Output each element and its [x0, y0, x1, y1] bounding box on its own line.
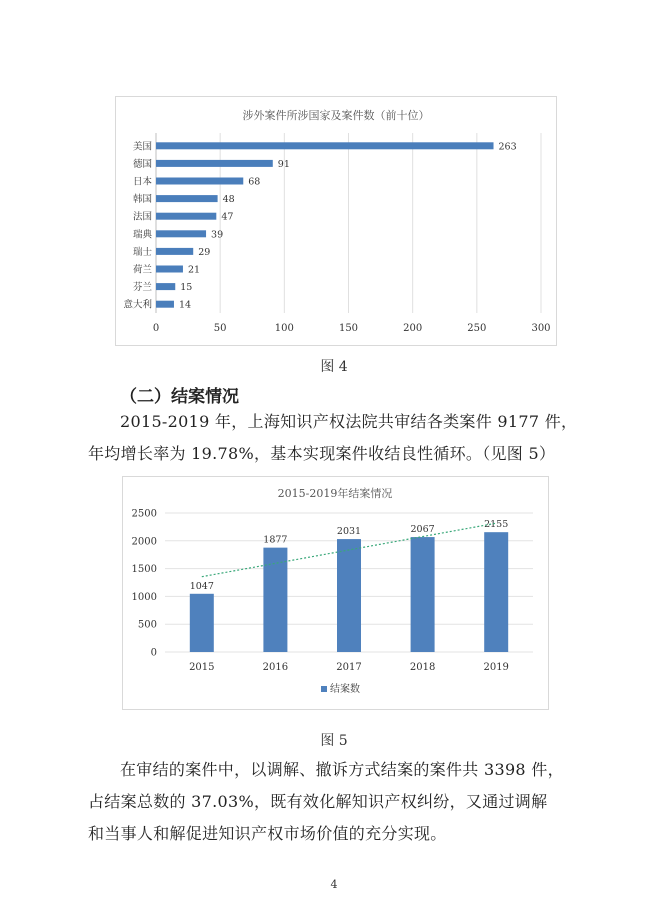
y-tick-label: 2500	[131, 508, 157, 520]
category-label: 韩国	[132, 194, 152, 206]
x-tick-label: 100	[274, 323, 294, 334]
paragraph-2-line-1: 在审结的案件中，以调解、撤诉方式结案的案件共 3398 件，	[120, 760, 564, 779]
bar	[156, 248, 193, 255]
chart-title: 2015-2019年结案情况	[277, 487, 393, 500]
bar	[190, 594, 214, 652]
bar	[156, 213, 216, 220]
y-tick-label: 0	[150, 647, 157, 659]
bar	[156, 266, 183, 273]
category-label: 日本	[132, 176, 152, 188]
case-closure-chart	[122, 476, 549, 710]
bar	[484, 532, 508, 652]
country-cases-chart-svg	[116, 97, 556, 345]
x-tick-label: 300	[531, 323, 551, 334]
bar	[337, 539, 361, 652]
figure-5-caption: 图 5	[320, 733, 348, 749]
figure-4-caption: 图 4	[320, 359, 348, 375]
bar	[263, 548, 287, 652]
data-label: 2067	[410, 524, 435, 536]
x-tick-label: 50	[213, 323, 227, 334]
case-closure-chart-svg	[123, 477, 548, 709]
data-label: 47	[221, 211, 234, 223]
paragraph-1-line-1: 2015-2019 年，上海知识产权法院共审结各类案件 9177 件，	[120, 412, 578, 431]
data-label: 91	[277, 158, 290, 170]
country-cases-chart	[115, 96, 557, 346]
page-number: 4	[330, 878, 338, 891]
x-tick-label: 2015	[189, 662, 215, 673]
y-tick-label: 1500	[131, 564, 157, 576]
category-label: 瑞典	[132, 229, 152, 241]
data-label: 21	[187, 264, 201, 276]
bar	[156, 230, 206, 237]
bar	[156, 301, 174, 308]
data-label: 68	[248, 176, 261, 188]
x-tick-label: 200	[403, 323, 423, 334]
bar	[156, 195, 218, 202]
category-label: 美国	[132, 141, 152, 153]
x-tick-label: 2016	[262, 662, 289, 673]
bar	[156, 178, 243, 185]
x-tick-label: 0	[152, 323, 160, 334]
data-label: 15	[180, 282, 193, 294]
section-heading: （二）结案情况	[120, 387, 239, 407]
bar	[411, 537, 435, 652]
bar	[156, 160, 273, 167]
data-label: 263	[498, 141, 517, 153]
x-tick-label: 2017	[336, 662, 362, 673]
y-tick-label: 2000	[131, 536, 157, 548]
paragraph-2-line-3: 和当事人和解促进知识产权市场价值的充分实现。	[88, 824, 447, 843]
bar	[156, 142, 494, 149]
category-label: 意大利	[123, 299, 152, 311]
x-tick-label: 2019	[483, 662, 509, 673]
data-label: 29	[198, 246, 211, 258]
x-tick-label: 250	[467, 323, 487, 334]
data-label: 14	[178, 299, 192, 311]
category-label: 瑞士	[132, 246, 152, 258]
legend-label: 结案数	[330, 684, 360, 695]
paragraph-1-line-2: 年均增长率为 19.78%，基本实现案件收结良性循环。（见图 5）	[88, 444, 556, 463]
data-label: 1877	[263, 534, 288, 546]
data-label: 1047	[189, 580, 214, 592]
category-label: 荷兰	[132, 264, 152, 276]
data-label: 39	[211, 229, 224, 241]
category-label: 德国	[132, 158, 152, 170]
data-label: 48	[222, 194, 235, 206]
y-tick-label: 1000	[131, 591, 157, 603]
paragraph-2-line-2: 占结案总数的 37.03%，既有效化解知识产权纠纷，又通过调解	[88, 792, 548, 811]
data-label: 2155	[484, 519, 509, 531]
x-tick-label: 150	[338, 323, 359, 334]
data-label: 2031	[336, 526, 362, 538]
legend-swatch	[321, 686, 327, 692]
x-tick-label: 2018	[409, 662, 436, 673]
category-label: 芬兰	[132, 282, 152, 294]
chart-title: 涉外案件所涉国家及案件数（前十位）	[242, 109, 430, 122]
y-tick-label: 500	[137, 619, 157, 631]
bar	[156, 283, 175, 290]
category-label: 法国	[132, 211, 152, 223]
